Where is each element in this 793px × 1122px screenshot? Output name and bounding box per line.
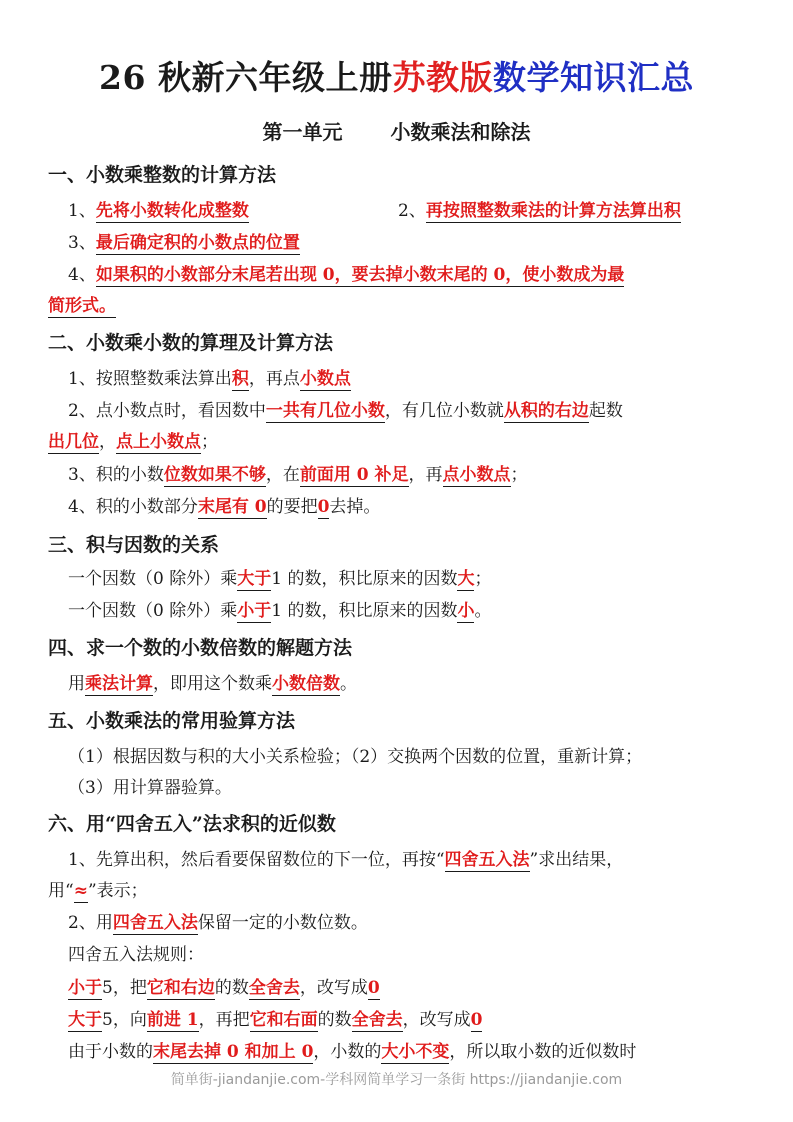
text: 1、按照整数乘法算出 — [68, 369, 232, 389]
s2-line-3 — [48, 430, 218, 454]
text: 2、点小数点时，看因数中 — [68, 401, 266, 421]
text: 1 的数，积比原来的因数 — [271, 569, 458, 589]
title-suffix: 数学知识汇总 — [492, 58, 694, 97]
section-heading-3: 三、积与因数的关系 — [48, 534, 220, 556]
text: 。 — [340, 674, 357, 694]
s6-line-2 — [48, 879, 148, 903]
answer-text: 简形式。 — [48, 296, 116, 316]
answer-text: 0 — [367, 978, 380, 998]
answer-text: 出几位 — [48, 432, 99, 452]
text: 5，向 — [102, 1010, 147, 1030]
text: 一个因数（0 除外）乘 — [68, 569, 238, 589]
answer-text: 全舍去 — [351, 1010, 403, 1030]
answer-text: ≈ — [73, 881, 88, 901]
answer-text: 末尾有 0 — [197, 497, 267, 517]
answer-text: 大于 — [237, 569, 272, 589]
answer-text: 小于 — [237, 601, 272, 621]
text: 由于小数的 — [68, 1042, 153, 1062]
text: ，在 — [265, 465, 300, 485]
text: ，再把 — [198, 1010, 250, 1030]
text: 起数 — [588, 401, 623, 421]
answer-text: 再按照整数乘法的计算方法算出积 — [425, 201, 681, 221]
s3-line-1 — [68, 567, 491, 591]
answer-text: 0 — [470, 1010, 483, 1030]
section-heading-2: 二、小数乘小数的算理及计算方法 — [48, 332, 334, 354]
text: 的要把 — [266, 497, 318, 517]
s1-point-1 — [68, 199, 249, 223]
text: ，小数的 — [313, 1042, 382, 1062]
text: ； — [474, 569, 492, 589]
text: 1、先算出积，然后看要保留数位的下一位，再按“ — [68, 850, 445, 870]
section-heading-4: 四、求一个数的小数倍数的解题方法 — [48, 637, 353, 659]
point-number: 3、 — [68, 233, 96, 253]
text: 5，把 — [102, 978, 147, 998]
answer-text: 如果积的小数部分末尾若出现 0，要去掉小数末尾的 0，使小数成为最 — [95, 265, 625, 285]
answer-text: 乘法计算 — [85, 674, 153, 694]
s6-rule-greater-than — [68, 1008, 482, 1032]
text: 1 的数，积比原来的因数 — [271, 601, 458, 621]
answer-text: 小于 — [68, 978, 102, 998]
answer-text: 点上小数点 — [116, 432, 201, 452]
s1-point-4 — [68, 263, 624, 287]
text: ，所以取小数的近似数时 — [449, 1042, 637, 1062]
s6-line-7 — [68, 1040, 636, 1064]
s3-line-2 — [68, 599, 491, 623]
s6-line-3 — [68, 911, 368, 935]
text: ； — [201, 432, 218, 452]
answer-text: 它和右面 — [249, 1010, 318, 1030]
answer-text: 小数倍数 — [272, 674, 340, 694]
answer-text: 位数如果不够 — [163, 465, 266, 485]
section-heading-5: 五、小数乘法的常用验算方法 — [48, 710, 296, 732]
text: 的数 — [317, 1010, 352, 1030]
answer-text: 点小数点 — [442, 465, 511, 485]
text: 。 — [474, 601, 492, 621]
unit-label: 第一单元 — [262, 120, 343, 144]
text: 去掉。 — [329, 497, 381, 517]
s1-point-3 — [68, 231, 300, 255]
answer-text: 四舍五入法 — [112, 913, 198, 933]
answer-text: 四舍五入法 — [444, 850, 530, 870]
text: ； — [510, 465, 528, 485]
s6-rule-less-than — [68, 976, 380, 1000]
text: ，再 — [408, 465, 443, 485]
section-heading-1: 一、小数乘整数的计算方法 — [48, 164, 277, 186]
s6-line-1 — [68, 848, 623, 872]
text: ， — [99, 432, 116, 452]
answer-text: 小 — [457, 601, 475, 621]
title-prefix: 26 秋新六年级上册 — [99, 58, 393, 97]
answer-text: 小数点 — [299, 369, 351, 389]
answer-text: 积 — [231, 369, 249, 389]
page-title — [0, 52, 793, 99]
s2-line-2 — [68, 399, 623, 423]
text: 用“ — [48, 881, 74, 901]
answer-text: 前面用 0 补足 — [299, 465, 409, 485]
section-heading-6: 六、用“四舍五入”法求积的近似数 — [48, 813, 336, 835]
answer-text: 从积的右边 — [503, 401, 589, 421]
s2-line-1 — [68, 367, 351, 391]
text: 用 — [68, 674, 85, 694]
watermark-footer: 简单街-jiandanjie.com-学科网简单学习一条街 https://jiandanjie.com — [170, 1072, 623, 1088]
text: ，有几位小数就 — [384, 401, 504, 421]
text: 3、积的小数 — [68, 465, 164, 485]
s5-line-1: （1）根据因数与积的大小关系检验；（2）交换两个因数的位置，重新计算； — [68, 747, 643, 767]
answer-text: 全舍去 — [248, 978, 300, 998]
answer-text: 0 — [317, 497, 330, 517]
answer-text: 大 — [457, 569, 475, 589]
s1-point-2 — [398, 199, 681, 223]
text: ，即用这个数乘 — [153, 674, 272, 694]
s1-point-4-cont — [48, 294, 116, 318]
text: ，改写成 — [402, 1010, 471, 1030]
text: ”表示； — [87, 881, 148, 901]
point-number: 1、 — [68, 201, 96, 221]
answer-text: 它和右边 — [146, 978, 215, 998]
s6-line-4: 四舍五入法规则： — [68, 945, 204, 965]
text: ，改写成 — [299, 978, 368, 998]
answer-text: 末尾去掉 0 和加上 0 — [153, 1042, 314, 1062]
unit-name: 小数乘法和除法 — [390, 120, 531, 144]
text: 4、积的小数部分 — [68, 497, 198, 517]
text: ”求出结果， — [529, 850, 624, 870]
answer-text: 大小不变 — [381, 1042, 450, 1062]
point-number: 4、 — [68, 265, 96, 285]
text: 2、用 — [68, 913, 113, 933]
answer-text: 前进 1 — [146, 1010, 199, 1030]
title-edition: 苏教版 — [392, 58, 493, 97]
s2-line-5 — [68, 495, 380, 519]
s4-line-1 — [68, 672, 357, 696]
point-number: 2、 — [398, 201, 426, 221]
s5-line-2: （3）用计算器验算。 — [68, 778, 232, 798]
text: 的数 — [214, 978, 249, 998]
answer-text: 大于 — [68, 1010, 102, 1030]
unit-subtitle — [0, 116, 793, 145]
s2-line-4 — [68, 463, 528, 487]
text: 保留一定的小数位数。 — [197, 913, 368, 933]
answer-text: 最后确定积的小数点的位置 — [95, 233, 300, 253]
text: 一个因数（0 除外）乘 — [68, 601, 238, 621]
text: ，再点 — [248, 369, 300, 389]
answer-text: 先将小数转化成整数 — [95, 201, 249, 221]
answer-text: 一共有几位小数 — [265, 401, 385, 421]
